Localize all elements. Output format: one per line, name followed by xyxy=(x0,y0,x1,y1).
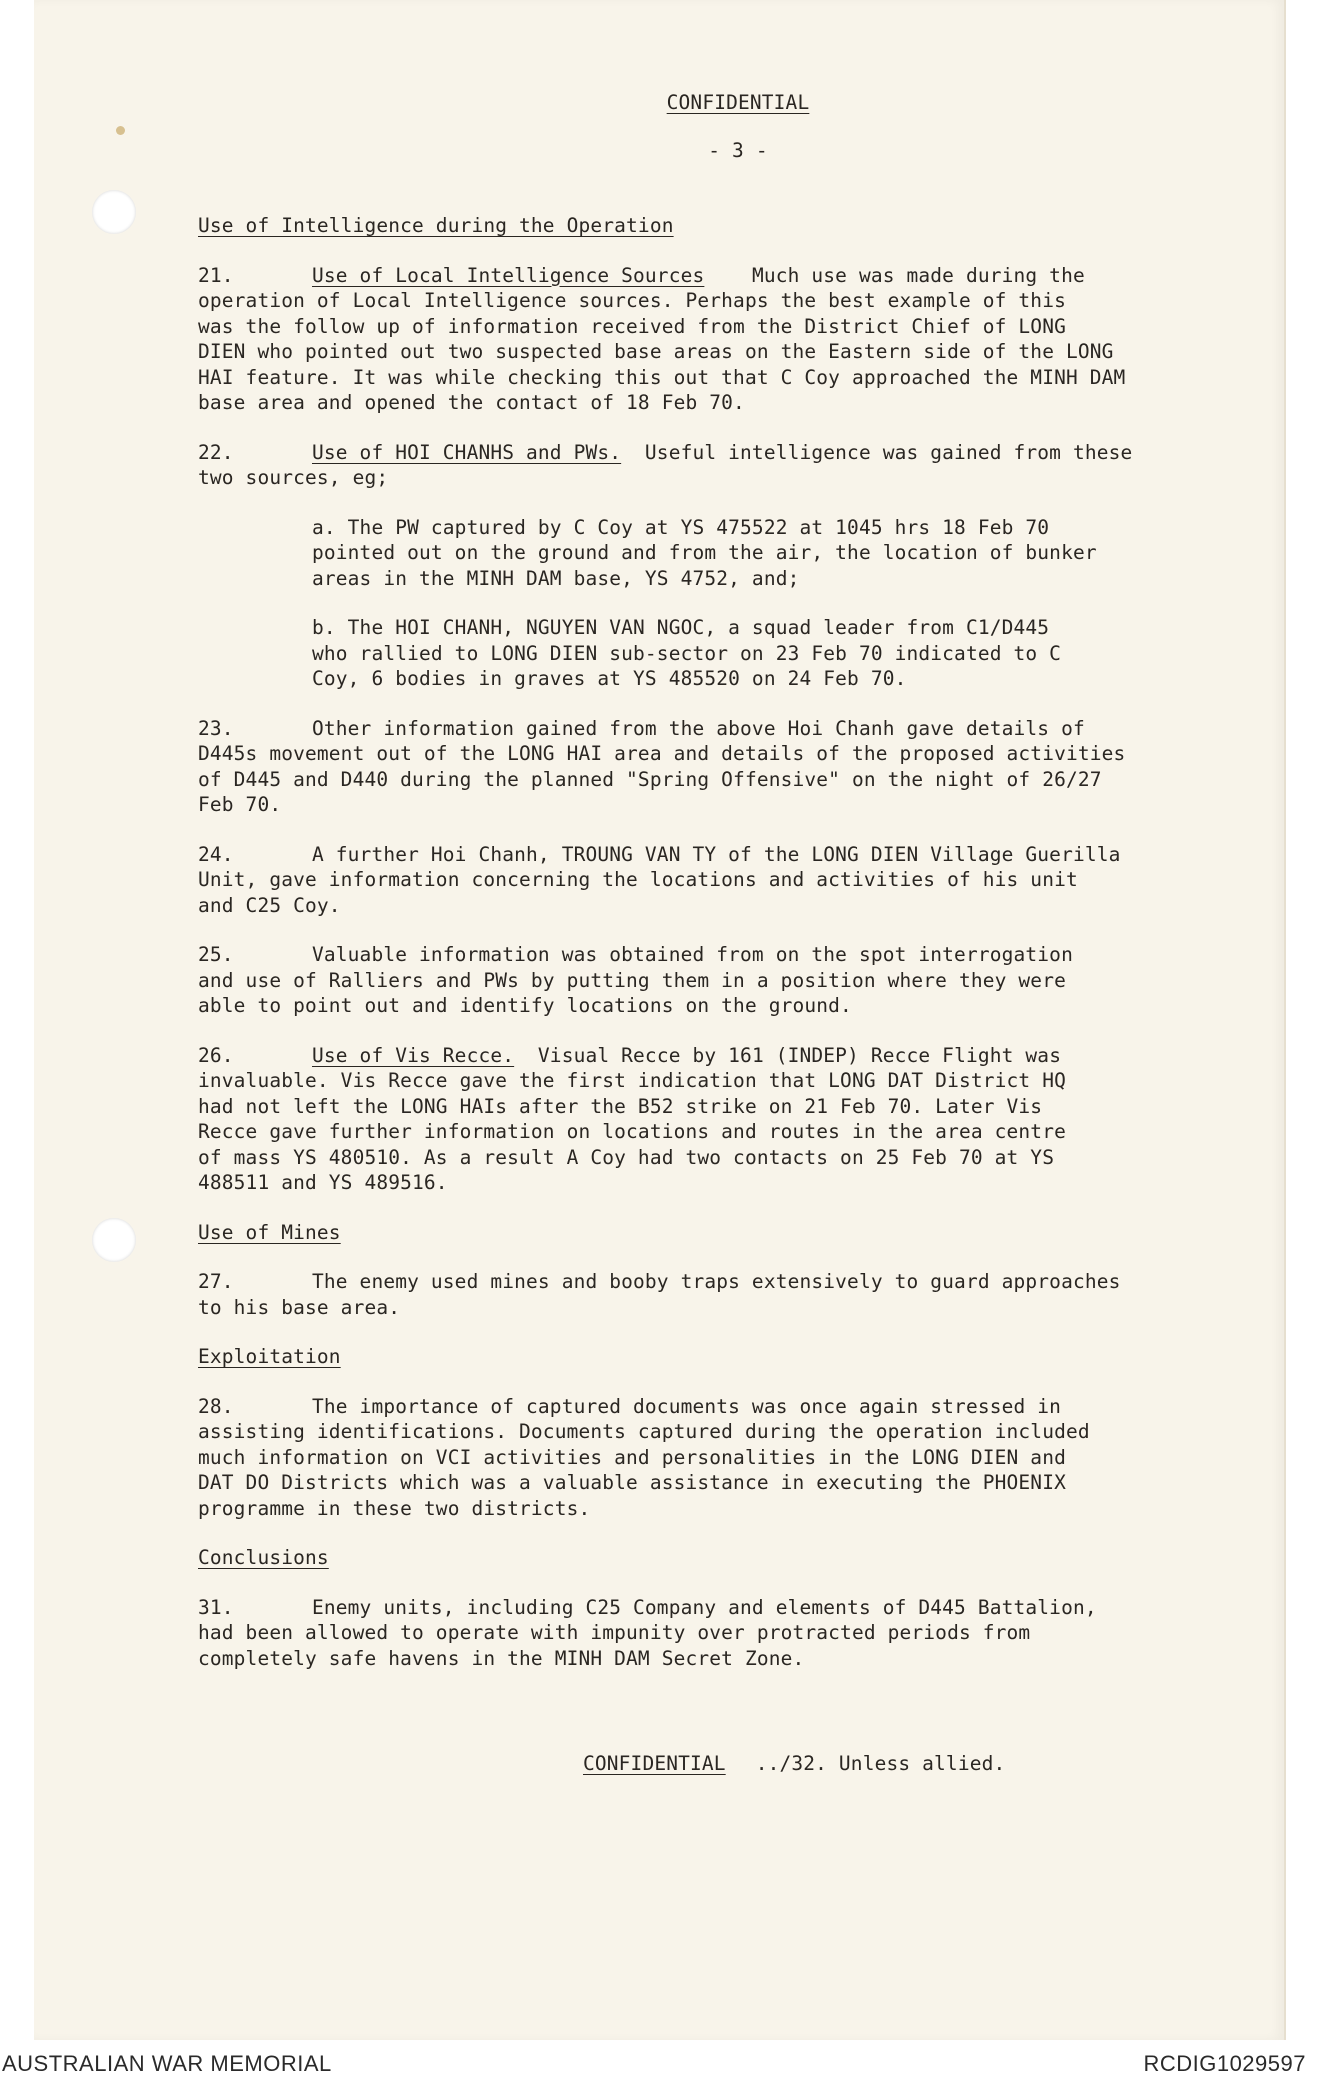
section-heading-exploitation: Exploitation xyxy=(198,1345,341,1368)
paragraph-31: 31. Enemy units, including C25 Company and elements of D445 Battalion, had been allowed to operate with impunity over protracted periods from completely safe havens in the MINH DAM Secret Zone. xyxy=(198,1595,1097,1670)
paragraph-27: 27. The enemy used mines and booby traps extensively to guard approaches to his base area. xyxy=(198,1270,1121,1319)
document-body xyxy=(198,90,1218,1777)
footer xyxy=(198,1751,1218,1777)
punch-hole xyxy=(92,1218,136,1262)
paragraph-25: 25. Valuable information was obtained from on the spot interrogation and use of Ralliers and PWs by putting them in a position where they were able to point out and identify locations on the ground. xyxy=(198,943,1073,1017)
section-heading-conclusions: Conclusions xyxy=(198,1546,329,1569)
paper-stain xyxy=(116,126,125,135)
paragraph-22: 22. Use of HOI CHANHS and PWs. Useful intelligence was gained from these two sources, eg; a. The PW captured by C Coy at YS 475522 at 1045 hrs 18 Feb 70 pointed out on the ground and from the air, the location of bunker areas in the MINH DAM base, YS 4752, and; b. The HOI CHANH, NGUYEN VAN NGOC, a squad leader from C1/D445 who rallied to LONG DIEN sub-sector on 23 Feb 70 indicated to C Coy, 6 bodies in graves at YS 485520 on 24 Feb 70. xyxy=(198,440,1218,692)
subparagraph-22b: b. The HOI CHANH, NGUYEN VAN NGOC, a squad leader from C1/D445 who rallied to LONG DIEN sub-sector on 23 Feb 70 indicated to C Coy, 6 bodies in graves at YS 485520 on 24 Feb 70. xyxy=(312,616,1062,690)
watermark-archive-name: AUSTRALIAN WAR MEMORIAL xyxy=(2,2051,332,2076)
subparagraph-22a: a. The PW captured by C Coy at YS 475522 at 1045 hrs 18 Feb 70 pointed out on the ground and from the air, the location of bunker areas in the MINH DAM base, YS 4752, and; xyxy=(312,515,1097,590)
punch-hole xyxy=(92,190,136,234)
watermark-document-id: RCDIG1029597 xyxy=(1143,2051,1306,2076)
paragraph-23: 23. Other information gained from the above Hoi Chanh gave details of D445s movement out of the LONG HAI area and details of the proposed activities of D445 and D440 during the planned "Spring Offensive" on the night of 26/27 Feb 70. xyxy=(198,716,1126,816)
footer-classification: CONFIDENTIAL xyxy=(583,1752,726,1775)
paragraph-21: 21. Use of Local Intelligence Sources Much use was made during the operation of Local Intelligence sources. Perhaps the best example of this was the follow up of information received from the District Chief of LONG DIEN who pointed out two suspected base areas on the Eastern side of the LONG HAI feature. It was while checking this out that C Coy approached the MINH DAM base area and opened the contact of 18 Feb 70. xyxy=(198,263,1126,414)
footer-continuation: ../32. Unless allied. xyxy=(755,1752,1006,1775)
header-classification: CONFIDENTIAL xyxy=(666,91,810,114)
paragraph-26: 26. Use of Vis Recce. Visual Recce by 161 (INDEP) Recce Flight was invaluable. Vis Recce gave the first indication that LONG DAT District HQ had not left the LONG HAIs after the B52 strike on 21 Feb 70. Later Vis Recce gave further information on locations and routes in the area centre of mass YS 480510. As a result A Coy had two contacts on 25 Feb 70 at YS 488511 and YS 489516. xyxy=(198,1043,1066,1194)
page-number: - 3 - xyxy=(708,138,768,162)
paragraph-28: 28. The importance of captured documents was once again stressed in assisting identifications. Documents captured during the operation included much information on VCI activities and personalities in the LONG DIEN and DAT DO Districts which was a valuable assistance in executing the PHOENIX programme in these two districts. xyxy=(198,1394,1090,1520)
section-heading-intelligence: Use of Intelligence during the Operation xyxy=(198,214,674,237)
paragraph-24: 24. A further Hoi Chanh, TROUNG VAN TY of the LONG DIEN Village Guerilla Unit, gave information concerning the locations and activities of his unit and C25 Coy. xyxy=(198,842,1121,917)
section-heading-mines: Use of Mines xyxy=(198,1220,341,1244)
